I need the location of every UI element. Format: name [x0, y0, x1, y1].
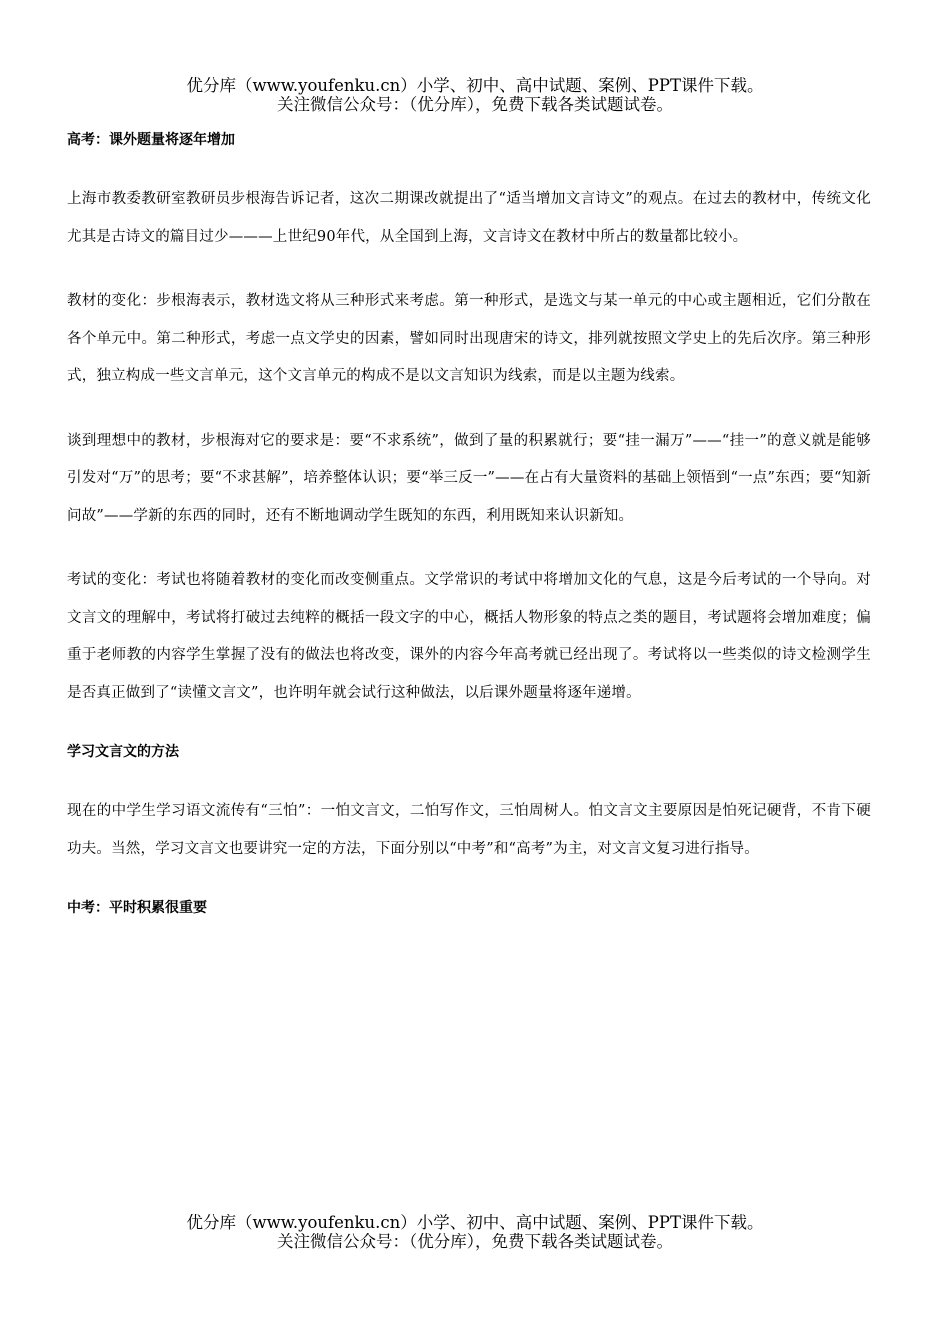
section-heading-gaokao: 高考：课外题量将逐年增加: [67, 132, 235, 148]
paragraph-textbook-change: 教材的变化：步根海表示，教材选文将从三种形式来考虑。第一种形式，是选文与某一单元的中心或主题相近，它们分散在各个单元中。第二种形式，考虑一点文学史的因素，譬如同时出现唐宋的诗文，排列就按照文学史上的先后次序。第三种形式，独立构成一些文言单元，这个文言单元的构成不是以文言知识为线索，而是以主题为线索。: [67, 293, 871, 384]
section-heading-method: 学习文言文的方法: [67, 744, 179, 760]
paragraph-three-fears: 现在的中学生学习语文流传有“三怕”：一怕文言文，二怕写作文，三怕周树人。怕文言文主要原因是怕死记硬背，不肯下硬功夫。当然，学习文言文也要讲究一定的方法，下面分别以“中考”和“高考”为主，对文言文复习进行指导。: [67, 803, 871, 857]
paragraph-exam-change: 考试的变化：考试也将随着教材的变化而改变侧重点。文学常识的考试中将增加文化的气息，这是今后考试的一个导向。对文言文的理解中，考试将打破过去纯粹的概括一段文字的中心，概括人物形象的特点之类的题目，考试题将会增加难度；偏重于老师教的内容学生掌握了没有的做法也将改变，课外的内容今年高考就已经出现了。考试将以一些类似的诗文检测学生是否真正做到了“读懂文言文”，也许明年就会试行这种做法，以后课外题量将逐年递增。: [67, 572, 871, 701]
page-footer: [0, 1213, 950, 1251]
header-line-2: 关注微信公众号：（优分库），免费下载各类试题试卷。: [277, 95, 673, 114]
footer-line-2: 关注微信公众号：（优分库），免费下载各类试题试卷。: [277, 1232, 673, 1251]
footer-line-1: 优分库（www.youfenku.cn）小学、初中、高中试题、案例、PPT课件下载。: [186, 1213, 764, 1232]
paragraph-ideal-textbook: 谈到理想中的教材，步根海对它的要求是：要“不求系统”，做到了量的积累就行；要“挂一漏万”——“挂一”的意义就是能够引发对“万”的思考；要“不求甚解”，培养整体认识；要“举三反一”——在占有大量资料的基础上领悟到“一点”东西；要“知新问故”——学新的东西的同时，还有不断地调动学生既知的东西，利用既知来认识新知。: [67, 432, 871, 524]
page-header: [0, 76, 950, 114]
paragraph-intro: 上海市教委教研室教研员步根海告诉记者，这次二期课改就提出了“适当增加文言诗文”的观点。在过去的教材中，传统文化尤其是古诗文的篇目过少———上世纪90年代，从全国到上海，文言诗文在教材中所占的数量都比较小。: [67, 191, 871, 245]
header-line-1: 优分库（www.youfenku.cn）小学、初中、高中试题、案例、PPT课件下载。: [186, 76, 764, 95]
section-heading-zhongkao: 中考：平时积累很重要: [67, 900, 207, 916]
document-body: [67, 122, 871, 927]
